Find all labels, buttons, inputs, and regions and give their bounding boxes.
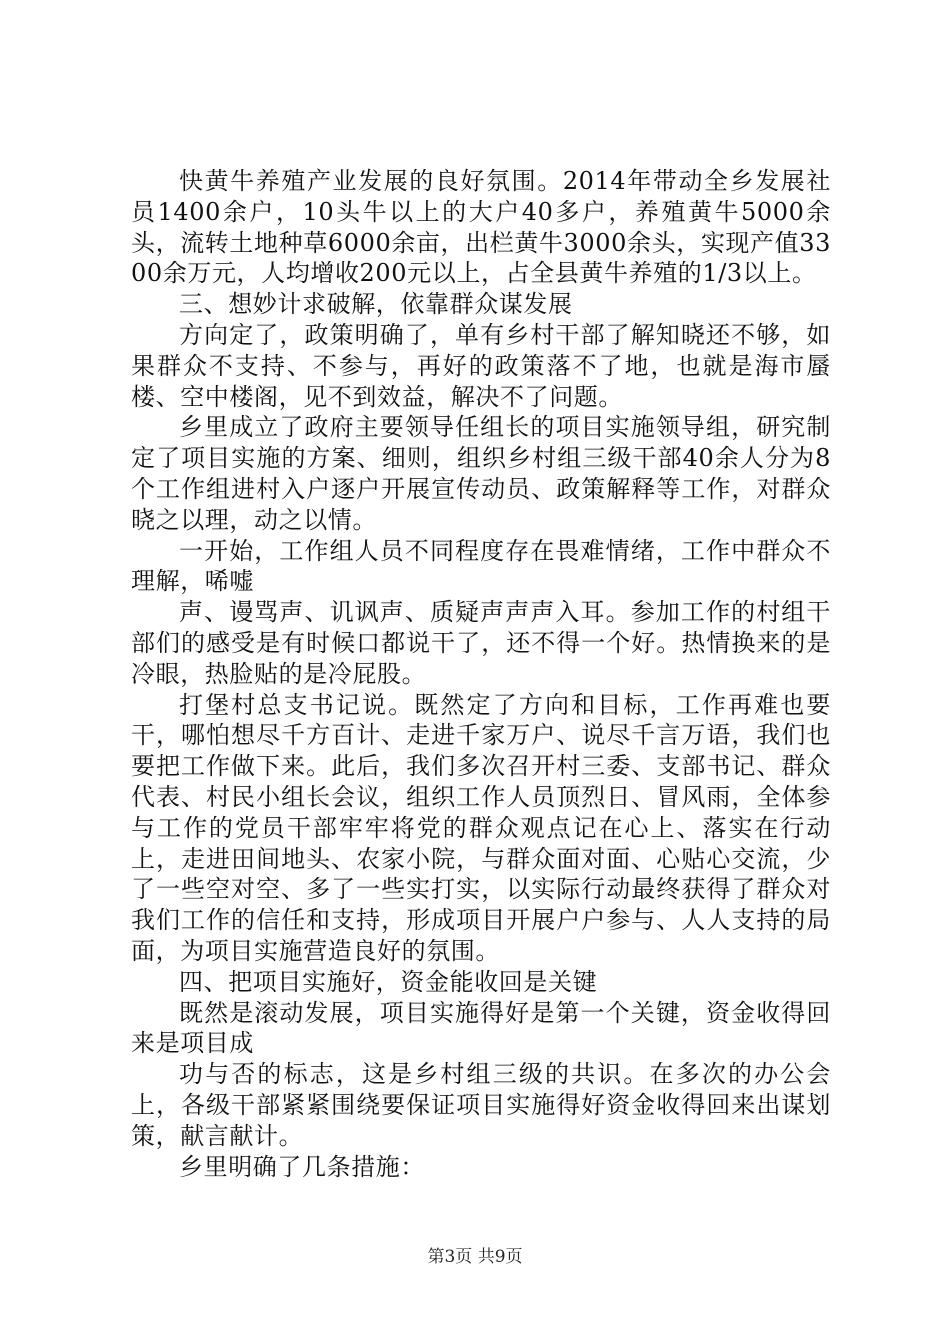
paragraph-7: 既然是滚动发展，项目实施得好是第一个关键，资金收得回来是项目成 — [131, 998, 831, 1058]
paragraph-5: 声、谩骂声、讥讽声、质疑声声声入耳。参加工作的村组干部们的感受是有时候口都说干了，还不得一个好。热情换来的是冷眼，热脸贴的是冷屁股。 — [131, 598, 831, 688]
paragraph-6: 打堡村总支书记说。既然定了方向和目标，工作再难也要干，哪怕想尽千方百计、走进千家万户、说尽千言万语，我们也要把工作做下来。此后，我们多次召开村三委、支部书记、群众代表、村民小组长会议，组织工作人员顶烈日、冒风雨，全体参与工作的党员干部牢牢将党的群众观点记在心上、落实在行动上，走进田间地头、农家小院，与群众面对面、心贴心交流，少了一些空对空、多了一些实打实，以实际行动最终获得了群众对我们工作的信任和支持，形成项目开展户户参与、人人支持的局面，为项目实施营造良好的氛围。 — [131, 690, 831, 965]
paragraph-3: 乡里成立了政府主要领导任组长的项目实施领导组，研究制定了项目实施的方案、细则，组织乡村组三级干部40余人分为8个工作组进村入户逐户开展宣传动员、政策解释等工作，对群众晓之以理，动之以情。 — [131, 413, 831, 534]
paragraph-1: 快黄牛养殖产业发展的良好氛围。2014年带动全乡发展社员1400余户，10头牛以上的大户40多户，养殖黄牛5000余头，流转土地种草6000余亩，出栏黄牛3000余头，实现产值3300余万元，人均增收200元以上，占全县黄牛养殖的1/3以上。 — [131, 167, 831, 288]
paragraph-8: 功与否的标志，这是乡村组三级的共识。在多次的办公会上，各级干部紧紧围绕要保证项目实施得好资金收得回来出谋划策，献言献计。 — [131, 1060, 831, 1150]
document-body — [131, 166, 831, 1182]
paragraph-4: 一开始，工作组人员不同程度存在畏难情绪，工作中群众不理解，唏嘘 — [131, 536, 831, 596]
page-number-footer: 第3页 共9页 — [427, 1247, 523, 1267]
paragraph-9: 乡里明确了几条措施： — [179, 1152, 425, 1181]
paragraph-2: 方向定了，政策明确了，单有乡村干部了解知晓还不够，如果群众不支持、不参与，再好的政策落不了地，也就是海市蜃楼、空中楼阁，见不到效益，解决不了问题。 — [131, 320, 831, 411]
section-heading-4: 四、把项目实施好，资金能收回是关键 — [179, 967, 598, 996]
section-heading-3: 三、想妙计求破解，依靠群众谋发展 — [179, 290, 573, 319]
